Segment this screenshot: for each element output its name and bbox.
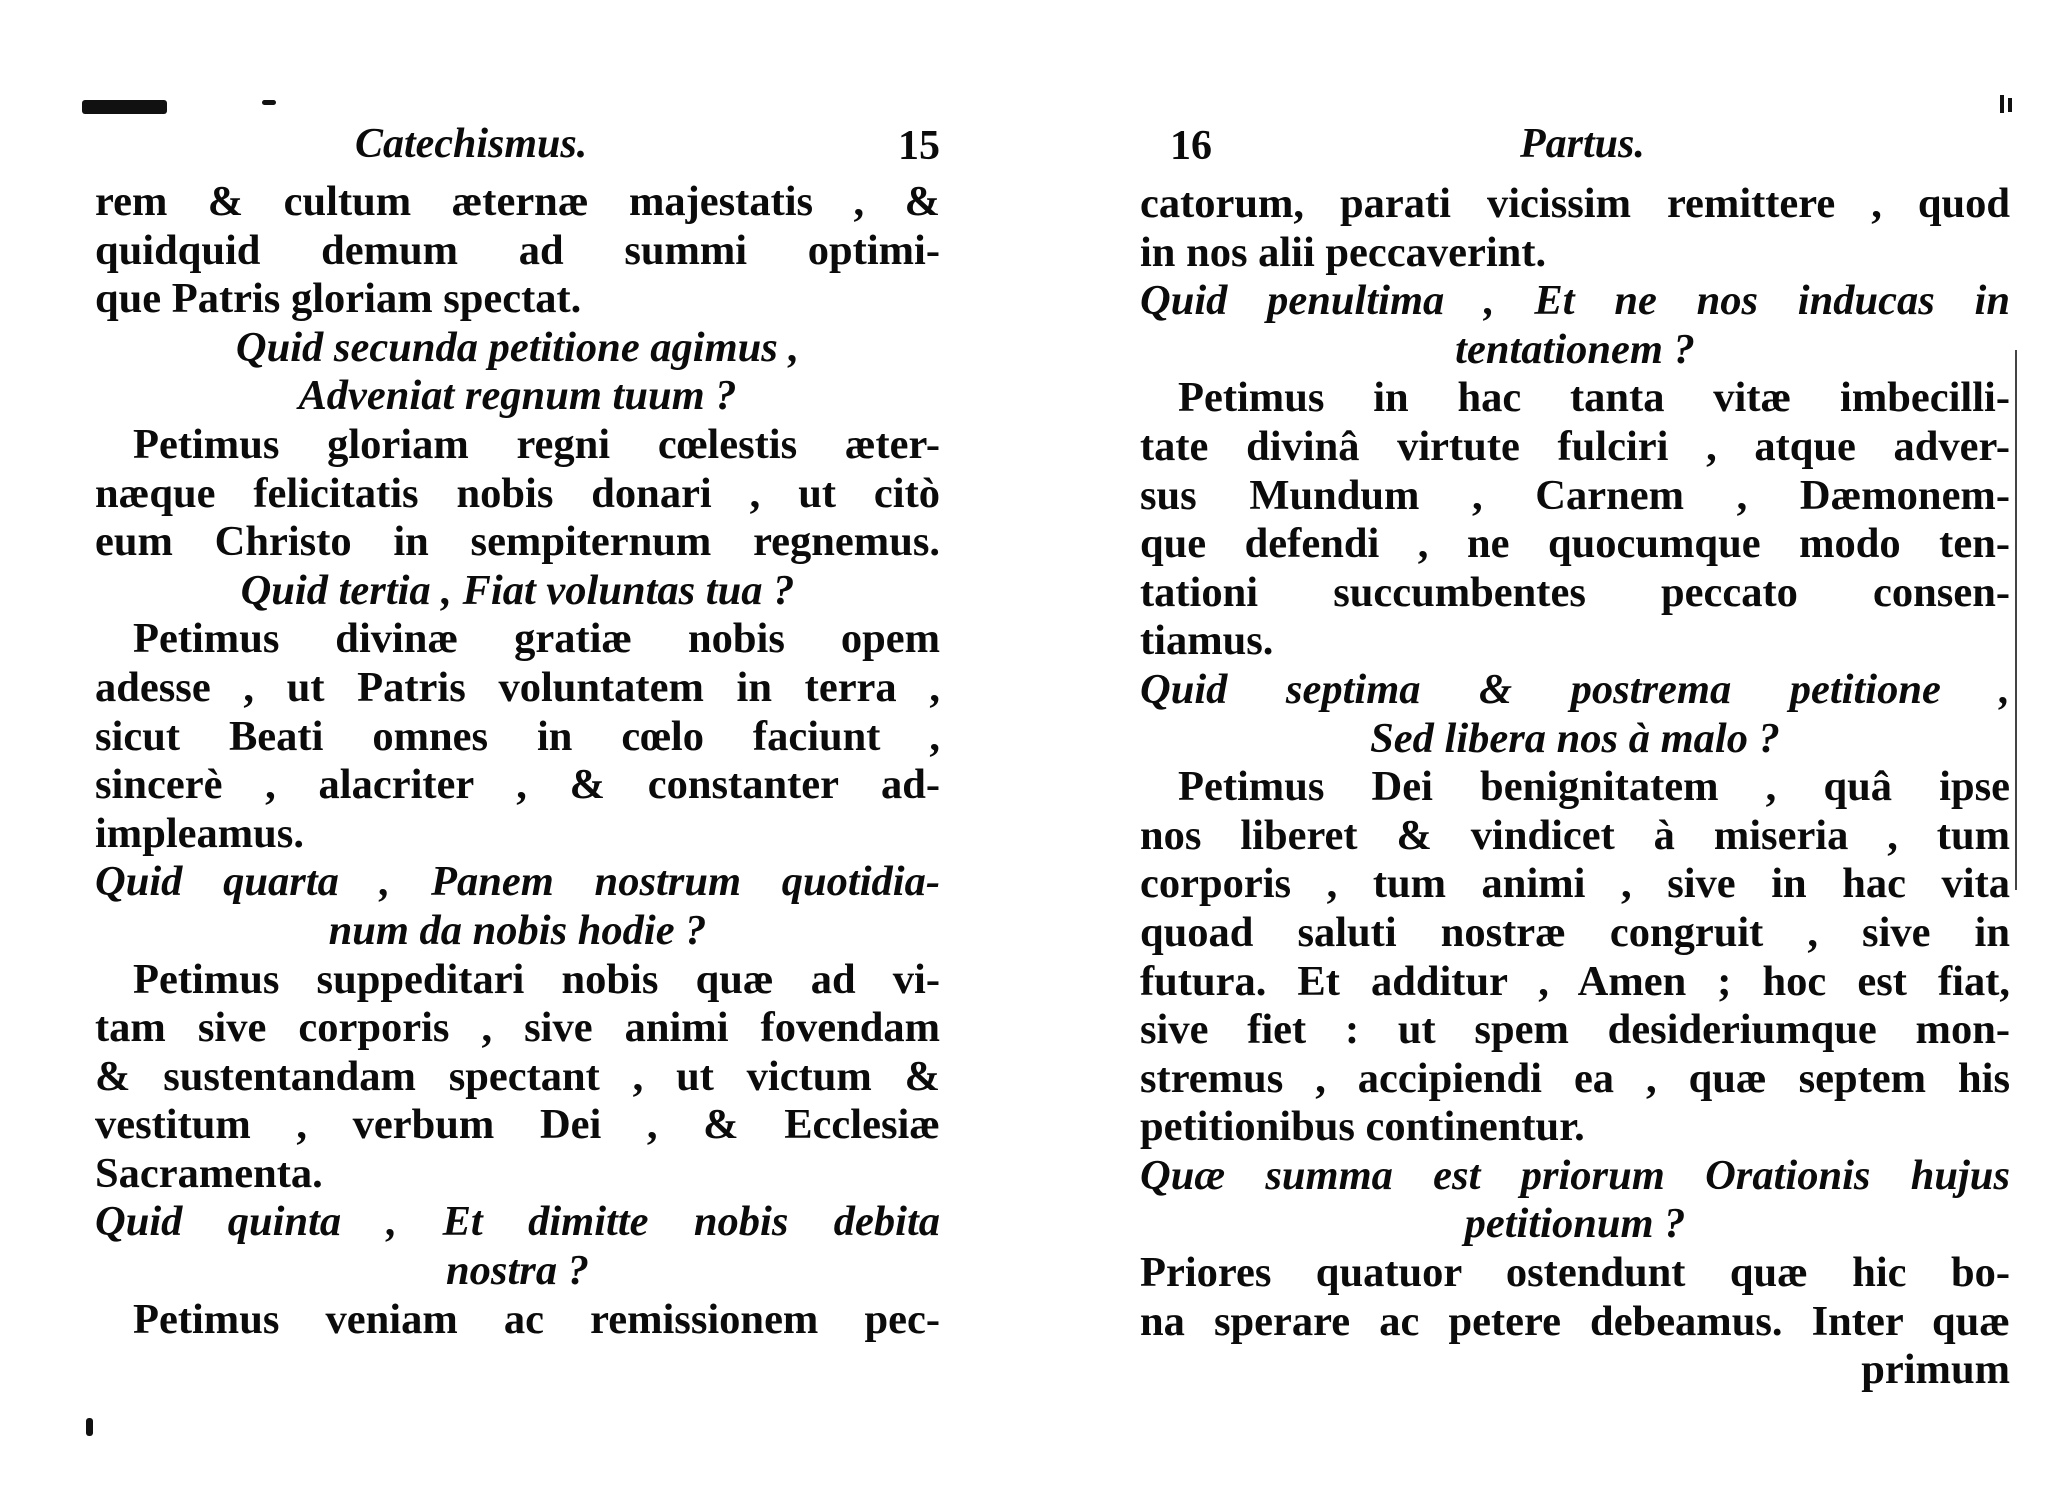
text-line: quoad saluti nostræ congruit , sive in xyxy=(1140,908,2010,956)
text-line: sive fiet : ut spem desideriumque mon- xyxy=(1140,1006,2010,1054)
question-line: petitionum ? xyxy=(1464,1200,1686,1248)
page-edge-mark xyxy=(2000,95,2004,113)
text-line: Petimus gloriam regni cœlestis æter- xyxy=(133,420,940,468)
text-line: Petimus divinæ gratiæ nobis opem xyxy=(133,615,940,663)
text-line: petitionibus continentur. xyxy=(1140,1103,1585,1151)
right-running-title: Partus. xyxy=(1520,121,1645,167)
text-line: stremus , accipiendi ea , quæ septem his xyxy=(1140,1054,2010,1102)
text-line: sus Mundum , Carnem , Dæmonem- xyxy=(1140,471,2010,519)
right-page-number: 16 xyxy=(1170,123,1212,169)
right-page-body xyxy=(1140,180,2010,1395)
text-line: corporis , tum animi , sive in hac vita xyxy=(1140,860,2010,908)
question-line: Adveniat regnum tuum ? xyxy=(298,372,737,420)
text-line: futura. Et additur , Amen ; hoc est fiat, xyxy=(1140,957,2010,1005)
text-line: sicut Beati omnes in cœlo faciunt , xyxy=(95,712,940,760)
text-line: quidquid demum ad summi optimi- xyxy=(95,226,940,274)
text-line: sincerè , alacriter , & constanter ad- xyxy=(95,761,940,809)
question-line: Quid penultima , Et ne nos inducas in xyxy=(1140,277,2010,325)
left-page-body xyxy=(95,178,940,1344)
text-line: Petimus in hac tanta vitæ imbecilli- xyxy=(1178,374,2010,422)
question-line: num da nobis hodie ? xyxy=(328,906,707,954)
text-line: næque felicitatis nobis donari , ut citò xyxy=(95,469,940,517)
text-line: primum xyxy=(1861,1346,2010,1394)
text-line: Priores quatuor ostendunt quæ hic bo- xyxy=(1140,1249,2010,1297)
text-line: impleamus. xyxy=(95,809,304,857)
question-line: nostra ? xyxy=(446,1247,589,1295)
text-line: tam sive corporis , sive animi fovendam xyxy=(95,1004,940,1052)
text-line: Petimus Dei benignitatem , quâ ipse xyxy=(1178,763,2010,811)
ink-blot xyxy=(262,100,276,105)
question-line: Quid quinta , Et dimitte nobis debita xyxy=(95,1198,940,1246)
text-line: vestitum , verbum Dei , & Ecclesiæ xyxy=(95,1101,940,1149)
question-line: tentationem ? xyxy=(1455,325,1695,373)
question-line: Quid septima & postrema petitione , xyxy=(1140,665,2010,713)
page-edge-mark xyxy=(2008,98,2012,112)
text-line: rem & cultum æternæ majestatis , & xyxy=(95,178,940,225)
question-line: Sed libera nos à malo ? xyxy=(1370,714,1780,762)
text-line: tiamus. xyxy=(1140,617,1274,665)
left-running-title: Catechismus. xyxy=(355,121,588,167)
page-edge-mark xyxy=(2015,350,2017,890)
text-line: Petimus veniam ac remissionem pec- xyxy=(133,1295,940,1343)
question-line: Quid tertia , Fiat voluntas tua ? xyxy=(240,566,795,614)
text-line: catorum, parati vicissim remittere , quod xyxy=(1140,180,2010,227)
text-line: eum Christo in sempiternum regnemus. xyxy=(95,518,940,566)
question-line: Quæ summa est priorum Orationis hujus xyxy=(1140,1151,2010,1199)
text-line: tationi succumbentes peccato consen- xyxy=(1140,568,2010,616)
ink-blot xyxy=(82,100,167,114)
text-line: Sacramenta. xyxy=(95,1149,323,1197)
text-line: adesse , ut Patris voluntatem in terra , xyxy=(95,663,940,711)
text-line: Petimus suppeditari nobis quæ ad vi- xyxy=(133,955,940,1003)
text-line: tate divinâ virtute fulciri , atque adver- xyxy=(1140,422,2010,470)
question-line: Quid quarta , Panem nostrum quotidia- xyxy=(95,858,940,906)
text-line: na sperare ac petere debeamus. Inter quæ xyxy=(1140,1297,2010,1345)
text-line: que defendi , ne quocumque modo ten- xyxy=(1140,520,2010,568)
text-line: que Patris gloriam spectat. xyxy=(95,275,582,323)
left-page-number: 15 xyxy=(898,123,940,169)
text-line: nos liberet & vindicet à miseria , tum xyxy=(1140,811,2010,859)
text-line: in nos alii peccaverint. xyxy=(1140,228,1547,276)
left-page-header xyxy=(95,118,940,178)
text-line: & sustentandam spectant , ut victum & xyxy=(95,1052,940,1100)
question-line: Quid secunda petitione agimus , xyxy=(235,323,800,371)
right-page xyxy=(1030,0,2060,1500)
ink-blot xyxy=(86,1418,93,1436)
right-page-header xyxy=(1140,118,2010,178)
